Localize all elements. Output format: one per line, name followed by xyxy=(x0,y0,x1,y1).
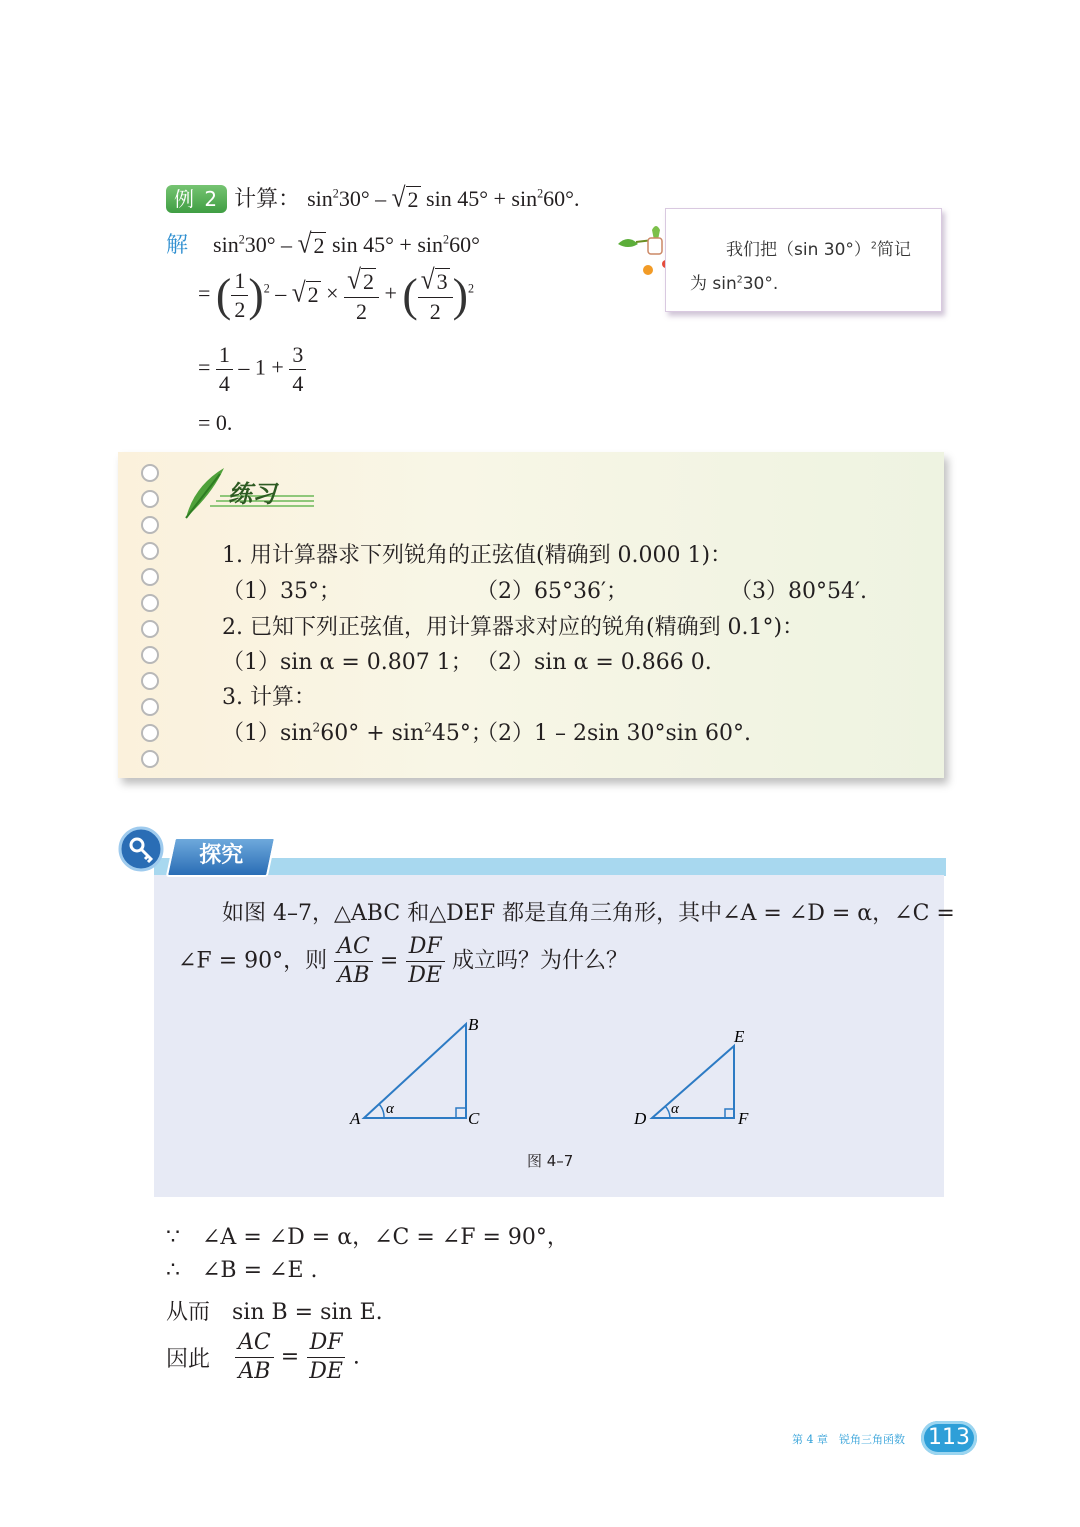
exercise-title: 练习 xyxy=(228,480,276,508)
angle-alpha-2: α xyxy=(671,1101,679,1117)
key-icon xyxy=(118,826,164,872)
vertex-b: B xyxy=(468,1015,479,1034)
solution-line-1 xyxy=(166,228,480,259)
triangle-def xyxy=(633,1027,749,1128)
exercise-q2: 2. 已知下列正弦值，用计算器求对应的锐角(精确到 0.1°)： xyxy=(222,615,805,640)
exercise-q3: 3. 计算： xyxy=(222,685,316,710)
example-badge: 例 2 xyxy=(166,185,227,213)
proof-hence: 从而 sin B = sin E. xyxy=(166,1300,383,1325)
binder-ring xyxy=(141,490,159,508)
exercise-q1: 1. 用计算器求下列锐角的正弦值(精确到 0.000 1)： xyxy=(222,543,733,568)
explore-text-2: ∠F = 90°，则 $\frac{AC}{AB}$ = $\frac{DF}{DE}$ 成立吗？为什么？ xyxy=(178,934,629,988)
exercise-q1-item-3: （3）80°54′. xyxy=(730,579,867,604)
triangles-figure xyxy=(340,1010,780,1134)
exercise-q2-item-1: （1）sin α = 0.807 1； xyxy=(222,650,473,675)
solution-label: 解 xyxy=(166,233,189,258)
proof-therefore: ∴ ∠B = ∠E . xyxy=(166,1258,318,1283)
vertex-a: A xyxy=(350,1109,361,1128)
exercise-q3-item-2: （2）1 – 2sin 30°sin 60°. xyxy=(476,721,751,746)
exercise-q2-item-2: （2）sin α = 0.866 0. xyxy=(476,650,712,675)
note-line-1: 我们把（sin 30°）$^2$简记 xyxy=(726,240,911,260)
solution-line-3: = $\frac{1}{4}$ – 1 + $\frac{3}{4}$ xyxy=(198,344,306,395)
page-number: 113 xyxy=(921,1421,977,1455)
binder-ring xyxy=(141,542,159,560)
vertex-d: D xyxy=(634,1109,647,1128)
exercise-header xyxy=(180,466,320,522)
binder-ring xyxy=(141,724,159,742)
binder-ring xyxy=(141,464,159,482)
solution-line-2: = ( $\frac{1}{2}$ )$^2$ – √ 2 × √ 2 2 + ( √ 3 2 )$^2$ xyxy=(198,264,475,325)
proof-thus: 因此 $\frac{AC}{AB}$ = $\frac{DF}{DE}$ . xyxy=(166,1330,360,1384)
binder-ring xyxy=(141,672,159,690)
vertex-c: C xyxy=(468,1109,480,1128)
explore-text-1: 如图 4–7，△ABC 和△DEF 都是直角三角形，其中∠A = ∠D = α，∠C = xyxy=(222,901,955,926)
vertex-f: F xyxy=(738,1109,749,1128)
proof-because: ∵ ∠A = ∠D = α，∠C = ∠F = 90°， xyxy=(166,1225,569,1250)
note-card xyxy=(665,208,942,312)
figure-caption: 图 4–7 xyxy=(527,1152,574,1170)
binder-ring xyxy=(141,516,159,534)
angle-alpha-1: α xyxy=(386,1101,394,1117)
binder-ring xyxy=(141,698,159,716)
binder-ring xyxy=(141,750,159,768)
example-expression: $\sin^230^\circ$ – √ 2 $\sin 45^\circ + \sin^260^\circ$. xyxy=(307,182,580,214)
solution-line-4: = 0. xyxy=(198,410,233,435)
explore-tab xyxy=(166,837,277,877)
binder-ring xyxy=(141,594,159,612)
binder-ring xyxy=(141,646,159,664)
vertex-e: E xyxy=(734,1027,745,1046)
binder-ring xyxy=(141,620,159,638)
explore-title: 探究 xyxy=(199,843,244,868)
note-line-2: 为 $\sin^230^\circ$. xyxy=(690,274,779,294)
triangle-abc xyxy=(349,1015,480,1128)
explore-header-bar xyxy=(154,858,946,876)
exercise-q1-item-2: （2）65°36′； xyxy=(476,579,628,604)
solution-expression: $\sin^230^\circ$ – √ 2 $\sin 45^\circ + \sin^260^\circ$ xyxy=(213,228,480,260)
exercise-q3-item-1: $(1)\sin^260^\circ + \sin^245^\circ$； xyxy=(222,720,493,746)
exercise-q1-item-1: （1）35°； xyxy=(222,579,341,604)
chapter-label: 第 4 章 锐角三角函数 xyxy=(792,1433,905,1446)
example-2-heading xyxy=(166,182,579,213)
binder-ring xyxy=(141,568,159,586)
example-prompt: 计算： xyxy=(234,187,301,212)
